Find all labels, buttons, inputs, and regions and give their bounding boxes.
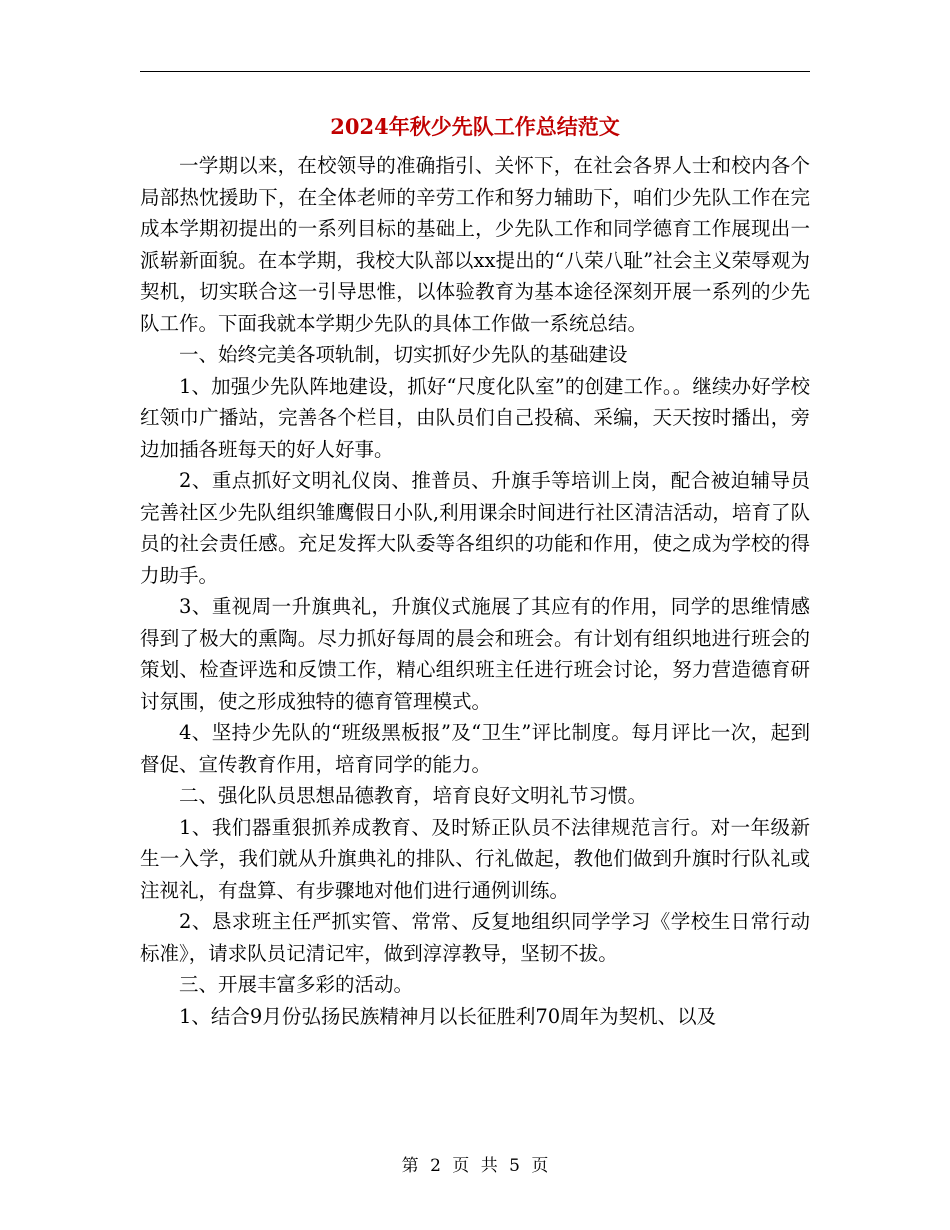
paragraph-1-3: 3、重视周一升旗典礼，升旗仪式施展了其应有的作用，同学的思维情感得到了极大的熏陶。尽力抓好每周的晨会和班会。有计划有组织地进行班会的策划、检查评选和反馈工作，精心组织班主任进行班会讨论，努力营造德育研讨氛围，使之形成独特的德育管理模式。 xyxy=(140,595,810,713)
section-heading-2: 二、强化队员思想品德教育，培育良好文明礼节习惯。 xyxy=(179,784,648,807)
document-body xyxy=(140,150,810,1032)
paragraph-1-1: 1、加强少先队阵地建设，抓好“尺度化队室”的创建工作。。继续办好学校红领巾广播站，完善各个栏目，由队员们自己投稿、采编，天天按时播出，旁边加插各班每天的好人好事。 xyxy=(140,374,810,461)
page-title: 2024年秋少先队工作总结范文 xyxy=(330,114,620,139)
page-footer: 第 2 页 共 5 页 xyxy=(401,1156,549,1176)
section-heading-3: 三、开展丰富多彩的活动。 xyxy=(179,973,414,996)
paragraph-2-1: 1、我们器重狠抓养成教育、及时矫正队员不法律规范言行。对一年级新生一入学，我们就从升旗典礼的排队、行礼做起，教他们做到升旗时行队礼或注视礼，有盘算、有步骤地对他们进行通例训练。 xyxy=(140,815,810,902)
header-rule xyxy=(140,71,810,72)
paragraph-2-2: 2、恳求班主任严抓实管、常常、反复地组织同学学习《学校生日常行动标准》，请求队员记清记牢，做到淳淳教导，坚韧不拔。 xyxy=(140,910,810,965)
paragraph-1-4: 4、坚持少先队的“班级黑板报”及“卫生”评比制度。每月评比一次，起到督促、宣传教育作用，培育同学的能力。 xyxy=(140,721,810,776)
section-heading-1: 一、始终完美各项轨制，切实抓好少先队的基础建设 xyxy=(179,343,628,366)
paragraph-1-2: 2、重点抓好文明礼仪岗、推普员、升旗手等培训上岗，配合被迫辅导员完善社区少先队组织雏鹰假日小队,利用课余时间进行社区清洁活动，培育了队员的社会责任感。充足发挥大队委等各组织的功能和作用，使之成为学校的得力助手。 xyxy=(140,469,810,587)
paragraph-intro: 一学期以来，在校领导的准确指引、关怀下，在社会各界人士和校内各个局部热忱援助下，在全体老师的辛劳工作和努力辅助下，咱们少先队工作在完成本学期初提出的一系列目标的基础上，少先队工作和同学德育工作展现出一派崭新面貌。在本学期，我校大队部以xx提出的“八荣八耻”社会主义荣辱观为契机，切实联合这一引导思惟，以体验教育为基本途径深刻开展一系列的少先队工作。下面我就本学期少先队的具体工作做一系统总结。 xyxy=(140,154,810,335)
paragraph-3-1: 1、结合9月份弘扬民族精神月以长征胜利70周年为契机、以及 xyxy=(179,1004,717,1028)
